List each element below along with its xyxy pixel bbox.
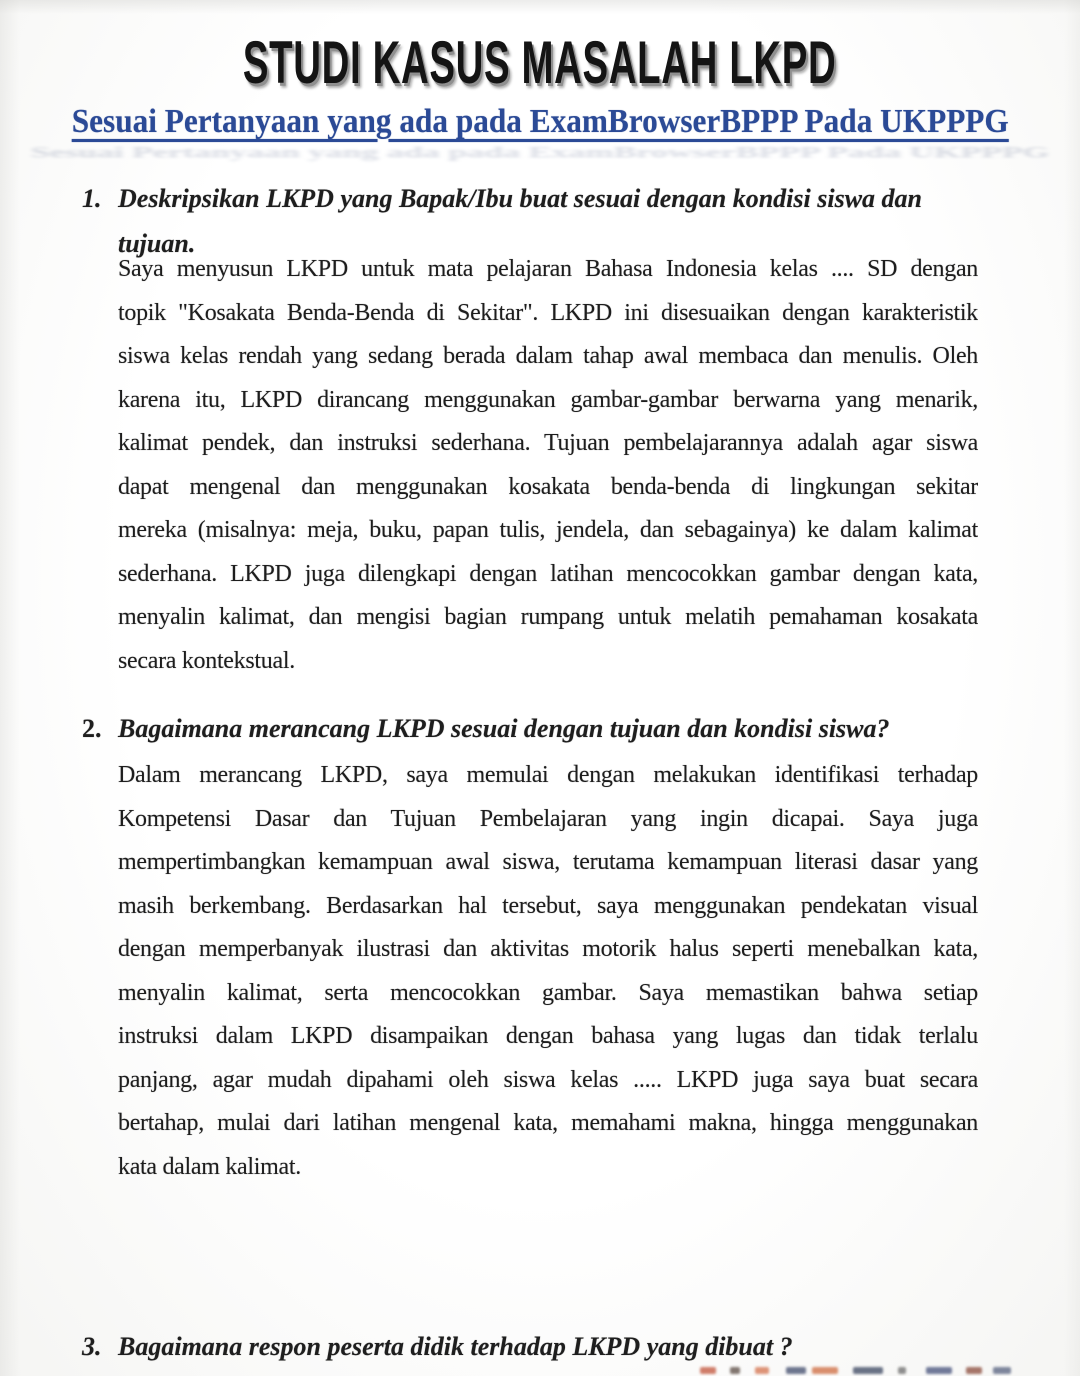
cutoff-text-fragment [966,1367,982,1374]
cutoff-text-fragment [853,1367,883,1374]
text-line: Deskripsikan LKPD yang Bapak/Ibu buat sesuai dengan kondisi siswa dan [118,184,922,213]
text-line: Bagaimana merancang LKPD sesuai dengan tujuan dan kondisi siswa? [118,714,890,743]
subtitle-ghost-artifact: Sesuai Pertanyaan yang ada pada ExamBrowserBPPP Pada UKPPPG [30,144,1050,161]
cutoff-text-fragment [730,1367,740,1374]
text-line: karena itu, LKPD dirancang menggunakan gambar-gambar berwarna yang menarik, [118,386,978,413]
question-2-heading [118,706,998,751]
text-line: kata dalam kalimat. [118,1153,301,1180]
text-line: tujuan. [118,229,196,258]
page-subtitle [0,100,1080,150]
page-subtitle-text: Sesuai Pertanyaan yang ada pada ExamBrowserBPPP Pada UKPPPG [71,103,1009,140]
text-line: menyalin kalimat, dan mengisi bagian rumpang untuk melatih pemahaman kosakata [118,604,978,630]
text-line: dengan memperbanyak ilustrasi dan aktivitas motorik halus seperti menebalkan kata, [118,936,978,962]
question-1-answer [118,248,978,683]
text-line: sederhana. LKPD juga dilengkapi dengan latihan mencocokkan gambar dengan kata, [118,560,978,587]
question-1-number: 1. [82,184,102,213]
cutoff-text-fragment [812,1367,838,1374]
cutoff-text-fragment [926,1367,952,1374]
question-3-number: 3. [82,1332,102,1361]
page-title-text: STUDI KASUS MASALAH LKPD [243,29,837,96]
text-line: panjang, agar mudah dipahami oleh siswa kelas ..... LKPD juga saya buat secara [118,1066,978,1093]
cutoff-text-fragment [700,1367,716,1374]
cutoff-text-fragment [786,1367,806,1374]
text-line: masih berkembang. Berdasarkan hal tersebut, saya menggunakan pendekatan visual [118,892,978,919]
text-line: siswa kelas rendah yang sedang berada dalam tahap awal membaca dan menulis. Oleh [118,343,978,369]
text-line: bertahap, mulai dari latihan mengenal kata, memahami makna, hingga menggunakan [118,1110,978,1136]
text-line: mereka (misalnya: meja, buku, papan tulis, jendela, dan sebagainya) ke dalam kalimat [118,517,978,543]
text-line: instruksi dalam LKPD disampaikan dengan bahasa yang lugas dan tidak terlalu [118,1023,978,1049]
question-3-heading [118,1324,998,1369]
text-line: Kompetensi Dasar dan Tujuan Pembelajaran yang ingin dicapai. Saya juga [118,805,978,832]
text-line: mempertimbangkan kemampuan awal siswa, terutama kemampuan literasi dasar yang [118,849,978,875]
text-line: topik "Kosakata Benda-Benda di Sekitar". LKPD ini disesuaikan dengan karakteristik [118,299,978,326]
text-line: dapat mengenal dan menggunakan kosakata benda-benda di lingkungan sekitar [118,473,978,500]
question-2-number: 2. [82,714,102,743]
text-line: Saya menyusun LKPD untuk mata pelajaran Bahasa Indonesia kelas .... SD dengan [118,256,978,282]
text-line: Dalam merancang LKPD, saya memulai dengan melakukan identifikasi terhadap [118,762,978,788]
cutoff-text-fragment [898,1367,906,1374]
cutoff-text-fragment [755,1367,769,1374]
text-line: secara kontekstual. [118,647,295,674]
text-line: kalimat pendek, dan instruksi sederhana. Tujuan pembelajarannya adalah agar siswa [118,430,978,456]
cutoff-text-fragment [993,1367,1011,1374]
question-2-answer [118,754,978,1189]
text-line: menyalin kalimat, serta mencocokkan gambar. Saya memastikan bahwa setiap [118,979,978,1006]
text-line: Bagaimana respon peserta didik terhadap LKPD yang dibuat ? [118,1332,793,1361]
